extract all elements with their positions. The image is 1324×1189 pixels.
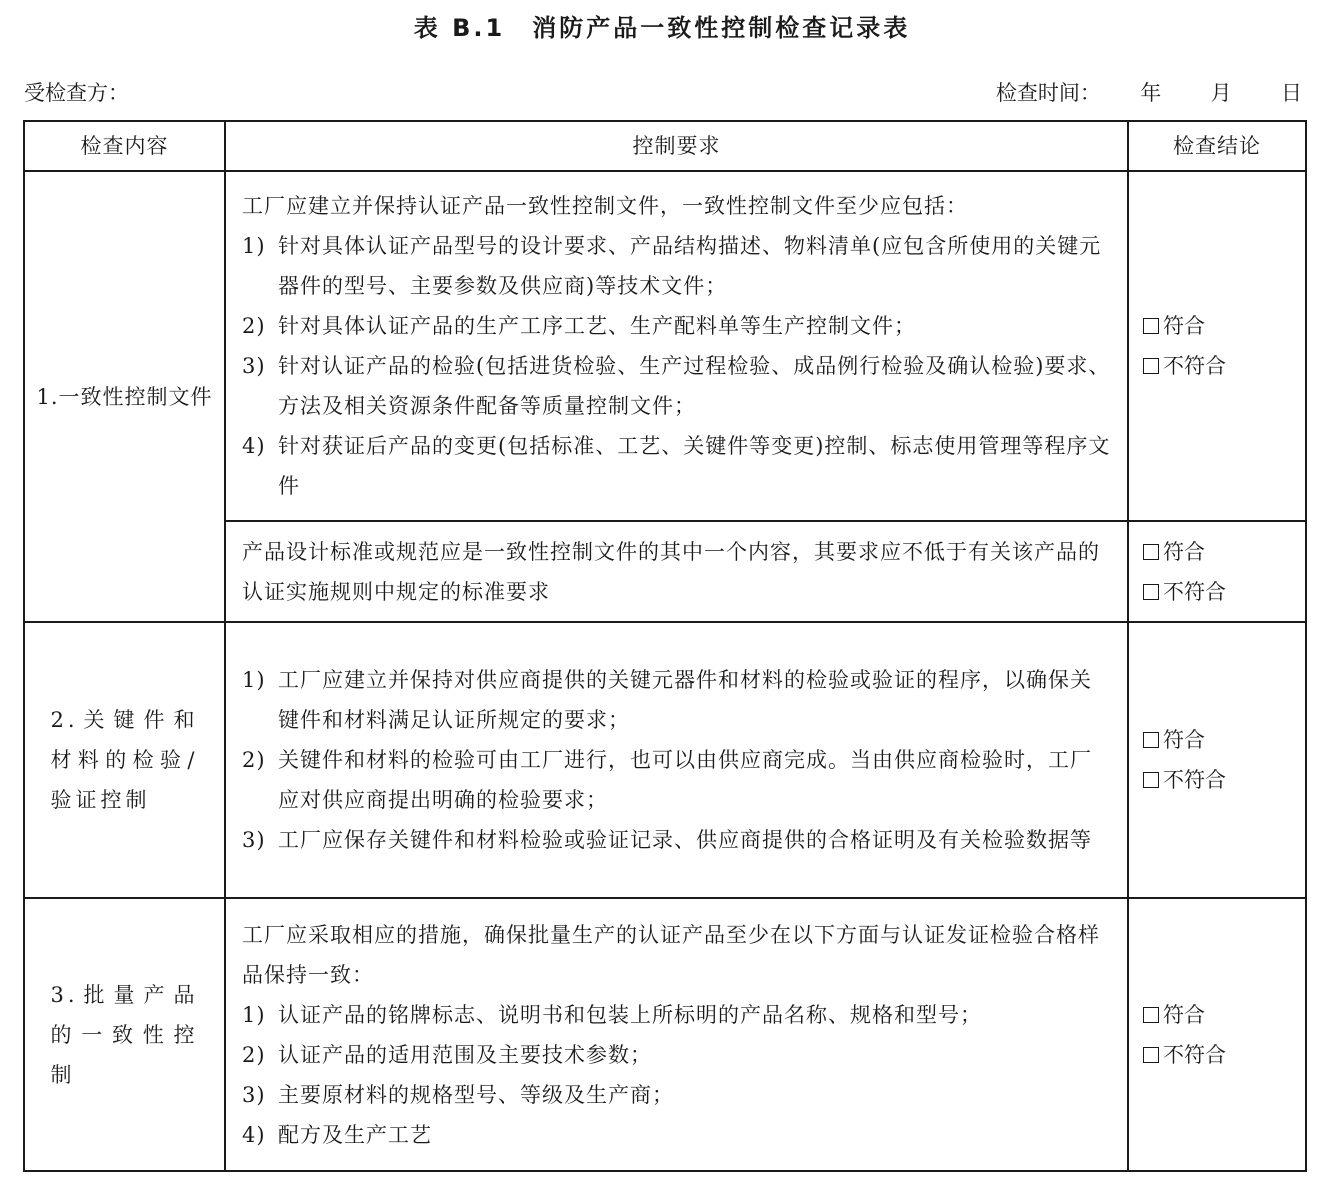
- requirement-point: 3) 主要原材料的规格型号、等级及生产商；: [242, 1082, 674, 1107]
- requirement-point: 4) 配方及生产工艺: [242, 1122, 432, 1147]
- checkbox-icon[interactable]: [1143, 584, 1159, 600]
- checkbox-icon[interactable]: [1143, 1047, 1159, 1063]
- nonconform-option[interactable]: 不符合: [1143, 346, 1305, 386]
- requirement-cell: [225, 171, 1128, 521]
- requirement-point: 2) 认证产品的适用范围及主要技术参数；: [242, 1042, 652, 1067]
- requirement-intro: 工厂应采取相应的措施，确保批量生产的认证产品至少在以下方面与认证发证检验合格样品保持一致：: [242, 922, 1100, 987]
- conform-option[interactable]: 符合: [1143, 306, 1305, 346]
- requirement-point: 1) 工厂应建立并保持对供应商提供的关键元器件和材料的检验或验证的程序，以确保关键件和材料满足认证所规定的要求；: [242, 668, 1092, 732]
- result-cell: [1128, 521, 1306, 622]
- table-row: [24, 898, 1306, 1171]
- column-header-result: 检查结论: [1128, 121, 1306, 171]
- checkbox-icon[interactable]: [1143, 318, 1159, 334]
- inspection-time: [996, 78, 1302, 108]
- nonconform-option[interactable]: 不符合: [1143, 760, 1305, 800]
- requirement-cell: [225, 521, 1128, 622]
- requirement-point: 3) 工厂应保存关键件和材料检验或验证记录、供应商提供的合格证明及有关检验数据等: [242, 828, 1092, 852]
- item-cell: [24, 622, 225, 898]
- checkbox-icon[interactable]: [1143, 732, 1159, 748]
- month-label: 月: [1210, 81, 1232, 105]
- requirement-cell: [225, 898, 1128, 1171]
- requirement-intro: 工厂应建立并保持认证产品一致性控制文件，一致性控制文件至少应包括：: [242, 194, 968, 218]
- conform-option[interactable]: 符合: [1143, 720, 1305, 760]
- requirement-point: 3) 针对认证产品的检验(包括进货检验、生产过程检验、成品例行检验及确认检验)要求、方法及相关资源条件配备等质量控制文件；: [242, 354, 1111, 418]
- checkbox-icon[interactable]: [1143, 772, 1159, 788]
- table-row: [24, 171, 1306, 521]
- column-header-content: 检查内容: [24, 121, 225, 171]
- checkbox-icon[interactable]: [1143, 1007, 1159, 1023]
- conform-option[interactable]: 符合: [1143, 995, 1305, 1035]
- conform-option[interactable]: 符合: [1143, 532, 1305, 572]
- result-cell: [1128, 171, 1306, 521]
- page-title: 表 B.1 消防产品一致性控制检查记录表: [413, 14, 911, 42]
- item-label: 2.关键件和材料的检验/验证控制: [50, 708, 199, 812]
- item-cell: [24, 898, 225, 1171]
- nonconform-option[interactable]: 不符合: [1143, 1035, 1305, 1075]
- item-cell: [24, 171, 225, 622]
- requirement-cell: [225, 622, 1128, 898]
- inspection-time-label: 检查时间：: [995, 81, 1101, 105]
- item-label: 1.一致性控制文件: [36, 384, 213, 409]
- requirement-intro: 产品设计标准或规范应是一致性控制文件的其中一个内容，其要求应不低于有关该产品的认证实施规则中规定的标准要求: [242, 539, 1100, 604]
- checkbox-icon[interactable]: [1143, 358, 1159, 374]
- requirement-point: 4) 针对获证后产品的变更(包括标准、工艺、关键件等变更)控制、标志使用管理等程序文件: [242, 434, 1111, 498]
- day-label: 日: [1281, 81, 1302, 105]
- requirement-point: 2) 关键件和材料的检验可由工厂进行，也可以由供应商完成。当由供应商检验时，工厂应对供应商提出明确的检验要求；: [242, 748, 1092, 812]
- result-cell: [1128, 898, 1306, 1171]
- nonconform-option[interactable]: 不符合: [1143, 572, 1305, 612]
- requirement-point: 1) 针对具体认证产品型号的设计要求、产品结构描述、物料清单(应包含所使用的关键元器件的型号、主要参数及供应商)等技术文件；: [242, 234, 1102, 298]
- table-row: [24, 622, 1306, 898]
- inspected-party-label: 受检查方：: [24, 81, 129, 105]
- year-label: 年: [1140, 81, 1162, 105]
- column-header-requirement: 控制要求: [225, 121, 1128, 171]
- requirement-point: 2) 针对具体认证产品的生产工序工艺、生产配料单等生产控制文件；: [242, 314, 916, 338]
- result-cell: [1128, 622, 1306, 898]
- inspection-record-table: [23, 120, 1307, 1172]
- table-header-row: [24, 121, 1306, 171]
- item-label: 3.批量产品的一致性控制: [50, 982, 199, 1087]
- requirement-point: 1) 认证产品的铭牌标志、说明书和包装上所标明的产品名称、规格和型号；: [242, 1002, 982, 1027]
- checkbox-icon[interactable]: [1143, 544, 1159, 560]
